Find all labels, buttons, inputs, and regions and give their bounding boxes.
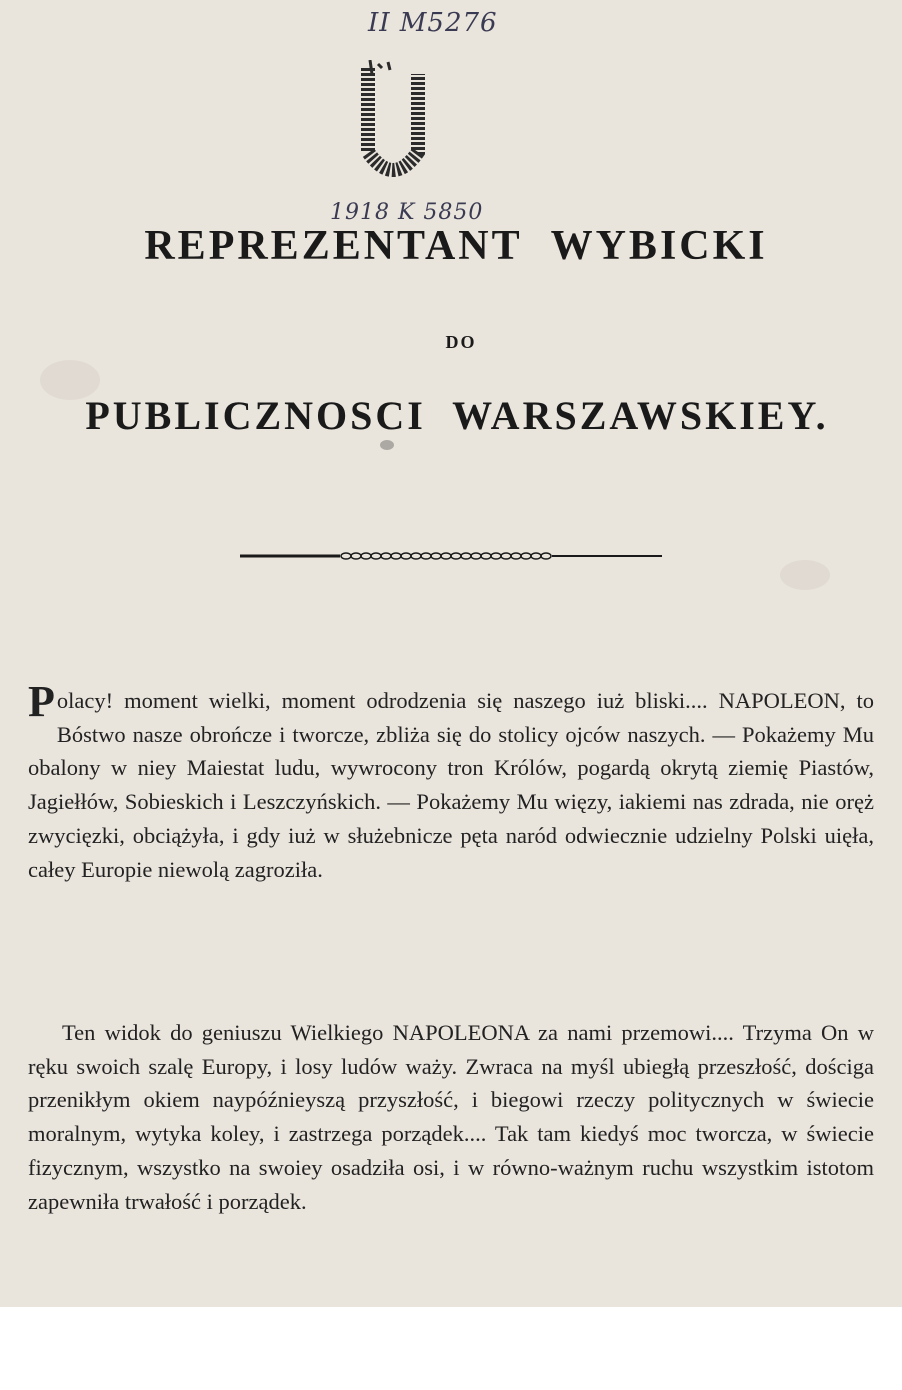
title-line-3: PUBLICZNOSCI WARSZAWSKIEY. (85, 393, 829, 438)
paragraph-2: Ten widok do geniuszu Wielkiego NAPOLEONA za nami przemowi.... Trzyma On w ręku swoich szalę Europy, i losy ludów waży. Zwraca na myśl ubiegłą przeszłość, dościga przenikłym okiem naypóźnieyszą przyszłość, i biegowi rzeczy politycznych w świecie moralnym, wytyka koley, i zastrzega porządek.... Tak tam kiedyś moc tworcza, w świecie fizycznym, wszystko na swoiey osadziła osi, i w równo-ważnym ruchu wszystkim istotom zapewniła trwałość i porządek. (28, 1020, 874, 1214)
drop-cap: P (28, 677, 55, 726)
paragraph-1 (28, 677, 874, 886)
paragraph-1-text: olacy! moment wielki, moment odrodzenia się naszego iuż bliski.... NAPOLEON, to Bóstwo nasze obrończe i tworcze, zbliża się do stolicy ojców naszych. — Pokażemy Mu obalony w niey Maiestat ludu, wywrocony tron Królów, pogardą okrytą ziemię Piastów, Jagiełłów, Sobieskich i Leszczyńskich. — Pokażemy Mu więzy, iakiemi nas zdrada, nie oręż zwycięzki, obciążyła, i gdy iuż w służebnicze pęta naród odwiecznie udzielny Polski uięła, całey Europie niewolą zagroziła. (28, 688, 874, 882)
ornamental-rule (240, 546, 662, 566)
title-line-2: DO (445, 332, 477, 352)
ink-spot (380, 440, 394, 450)
signature-mark: 1918 K 5850 (330, 200, 484, 225)
paper-stain (780, 560, 830, 590)
title-line-1: REPREZENTANT WYBICKI (144, 223, 768, 269)
library-stamp-icon (348, 60, 438, 194)
catalog-number: II M5276 (368, 8, 498, 38)
